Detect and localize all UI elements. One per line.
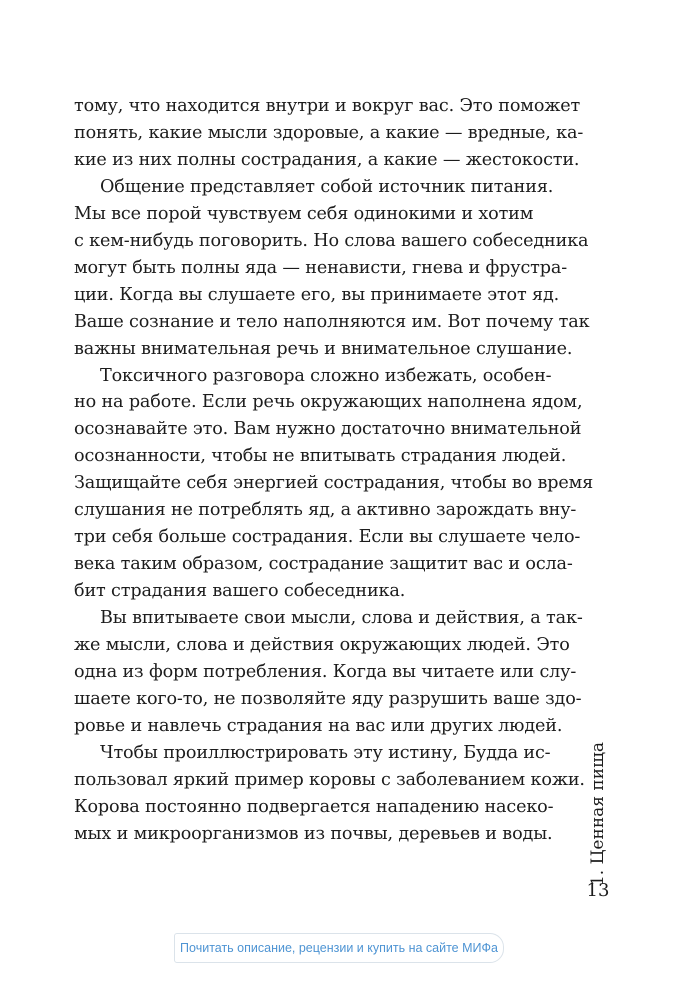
paragraph <box>74 93 584 174</box>
text-line: Мы все порой чувствуем себя одинокими и хотим <box>74 203 534 224</box>
page-number: 13 <box>586 880 610 901</box>
body-text <box>74 93 594 848</box>
text-line: пользовал яркий пример коровы с заболеванием кожи. <box>74 769 585 790</box>
paragraph <box>74 363 594 606</box>
text-line: века таким образом, сострадание защитит вас и осла- <box>74 554 573 575</box>
paragraph <box>74 174 590 363</box>
text-line: Корова постоянно подвергается нападению насеко- <box>74 796 554 817</box>
buy-on-mif-link-label: Почитать описание, рецензии и купить на сайте МИФа <box>180 941 498 955</box>
text-line: могут быть полны яда — ненависти, гнева и фрустра- <box>74 257 568 278</box>
text-line: мых и микроорганизмов из почвы, деревьев и воды. <box>74 823 553 844</box>
text-line: но на работе. Если речь окружающих наполнена ядом, <box>74 392 583 413</box>
buy-on-mif-link[interactable] <box>174 933 504 963</box>
text-line: три себя больше сострадания. Если вы слушаете чело- <box>74 527 581 548</box>
text-line: ровье и навлечь страдания на вас или других людей. <box>74 715 563 736</box>
paragraph <box>74 740 585 848</box>
text-line: бит страдания вашего собеседника. <box>74 581 406 602</box>
text-line: Защищайте себя энергией сострадания, чтобы во время <box>74 473 594 494</box>
paragraph <box>74 605 583 740</box>
text-line: осознавайте это. Вам нужно достаточно внимательной <box>74 419 582 440</box>
text-line: с кем-нибудь поговорить. Но слова вашего собеседника <box>74 230 589 251</box>
chapter-title: 1. Ценная пища <box>588 741 609 886</box>
text-line: Ваше сознание и тело наполняются им. Вот почему так <box>74 311 590 332</box>
text-line: Общение представляет собой источник питания. <box>100 176 554 197</box>
running-head <box>584 741 612 886</box>
text-line: Вы впитываете свои мысли, слова и действия, а так- <box>100 608 583 629</box>
text-line: понять, какие мысли здоровые, а какие — вредные, ка- <box>74 122 584 143</box>
text-line: же мысли, слова и действия окружающих людей. Это <box>74 635 570 656</box>
text-line: Чтобы проиллюстрировать эту истину, Будда ис- <box>100 742 551 763</box>
text-line: слушания не потреблять яд, а активно зарождать вну- <box>74 500 577 521</box>
text-line: кие из них полны сострадания, а какие — жестокости. <box>74 149 580 170</box>
text-line: шаете кого-то, не позволяйте яду разрушить ваше здо- <box>74 688 582 709</box>
text-line: осознанности, чтобы не впитывать страдания людей. <box>74 446 567 467</box>
text-line: ции. Когда вы слушаете его, вы принимаете этот яд. <box>74 284 560 305</box>
text-line: одна из форм потребления. Когда вы читаете или слу- <box>74 662 577 683</box>
text-line: Токсичного разговора сложно избежать, особен- <box>100 365 552 386</box>
text-line: тому, что находится внутри и вокруг вас. Это поможет <box>74 96 581 116</box>
text-line: важны внимательная речь и внимательное слушание. <box>74 338 573 359</box>
